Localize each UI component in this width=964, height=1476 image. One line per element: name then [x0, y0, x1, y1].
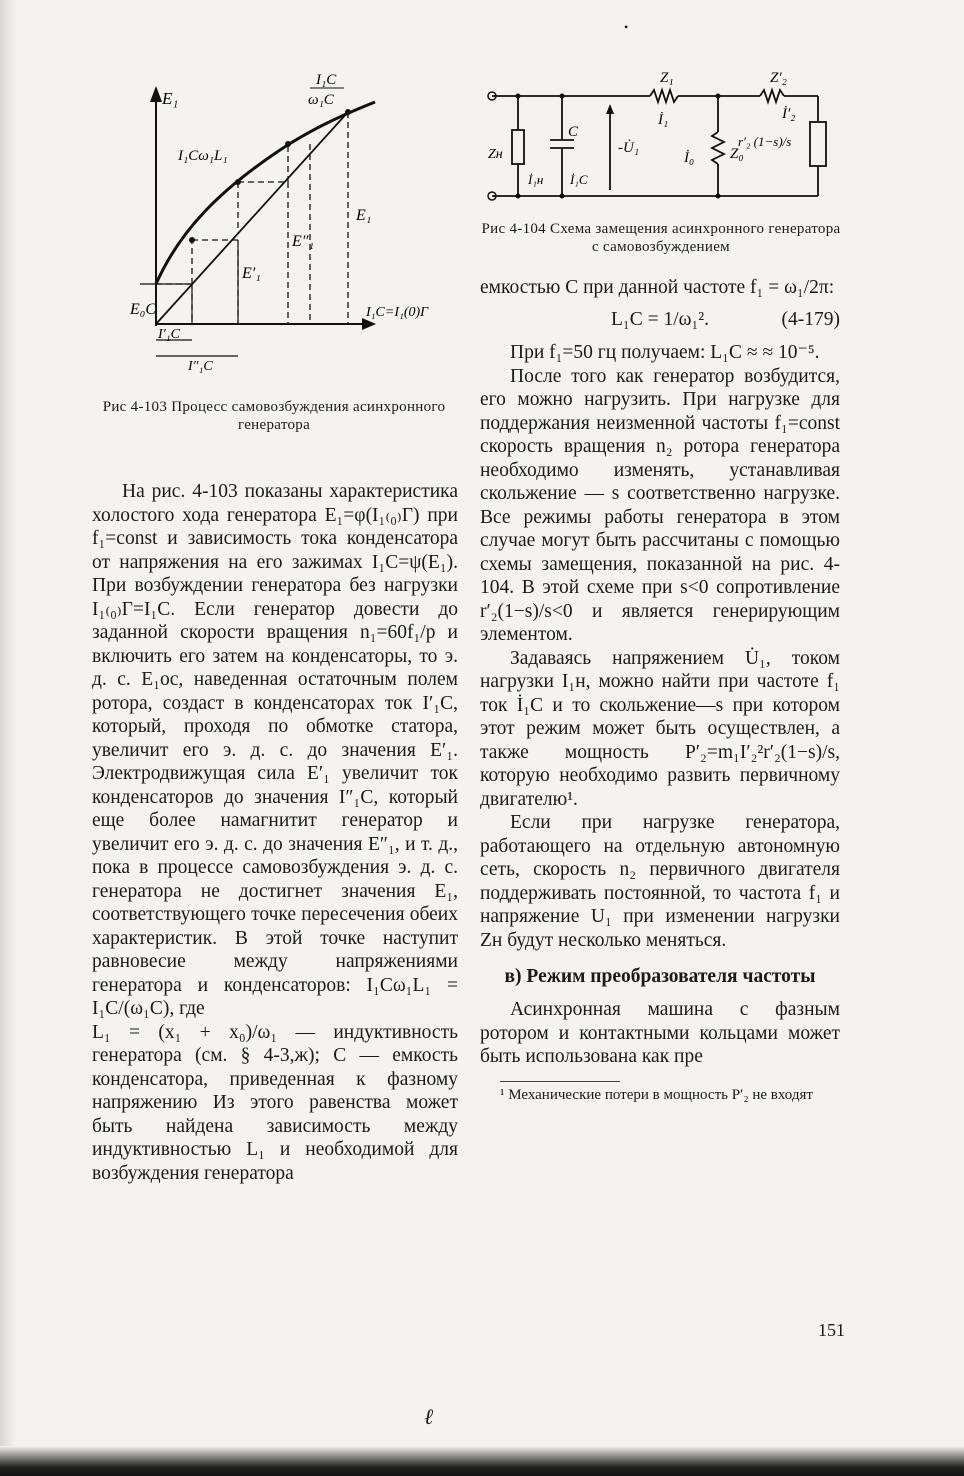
right-paragraph-6: Асинхронная машина с фазным ротором и контактными кольцами может быть использована как пре: [480, 999, 840, 1067]
page-edge-bottom: [0, 1446, 964, 1476]
fig103-label-i1c-dprime: I″₁C: [188, 359, 213, 374]
left-paragraph-1: На рис. 4-103 показаны характеристика холостого хода генератора E₁=φ(I₁₍₀₎Г) при f₁=const и зависимость тока конденсатора от напряжения на его зажимах I₁C=ψ(E₁). При возбуждении генератора без нагрузки I₁₍₀₎Г=I₁C. Если генератор довести до заданной скорости вращения n₁=60f₁/p и включить его затем на конденсаторы, то э. д. с. E₁oc, наведенная остаточным полем ротора, создаст в конденсаторах ток I′₁C, который, проходя по обмотке статора, увеличит его э. д. с. до значения E′₁. Электродвижущая сила E′₁ увеличит ток конденсаторов до значения I″₁C, который еще более намагнитит генератор и увеличит его э. д. с. до значения E″₁, и т. д., пока в процессе самовозбуждения э. д. с. генератора не достигнет значения E₁, соответствующего точке пересечения обеих характеристик. В этой точке наступит равновесие между напряжениями генератора и конденсаторов: I₁Cω₁L₁ = I₁C/(ω₁C), где: [92, 481, 458, 1019]
fig104-label-i1: İ₁: [658, 112, 669, 128]
fig104-label-i1n: İ₁н: [528, 172, 544, 187]
right-paragraph-4: Задаваясь напряжением U̇₁, током нагрузки I₁н, можно найти при частоте f₁ ток İ₁C и то скольжение—s при котором этот режим может быть осуществлен, а также мощность P′₂=m₁I′₂²r′₂(1−s)/s, которую необходимо развить первичному двигателю¹.: [480, 647, 840, 810]
fig103-label-e1-axis: E₁: [162, 89, 179, 108]
formula-body: L₁C = 1/ω₁².: [611, 308, 709, 330]
formula-number: (4-179): [781, 308, 840, 330]
fig104-label-zn: Zн: [488, 147, 503, 162]
page-edge-left: [0, 0, 16, 1476]
fig103-label-curve: I₁Cω₁L₁: [178, 148, 228, 164]
fig104-label-z0: Z₀: [730, 146, 744, 162]
speck: •: [624, 20, 629, 34]
y-axis-arrow: [150, 86, 162, 102]
right-paragraph-5: Если при нагрузке генератора, работающего на отдельную автономную сеть, скорость n₂ первичного двигателя поддерживать постоянной, то частота f₁ и напряжение U₁ при изменении нагрузки Zн будут несколько меняться.: [480, 812, 840, 951]
section-heading: в) Режим преобразователя частоты: [504, 966, 816, 987]
figure-4-104-caption: Рис 4-104 Схема замещения асинхронного генератора с самовозбуждением: [481, 221, 841, 255]
left-column: [92, 480, 458, 1185]
right-paragraph-3: После того как генератор возбудится, его можно нагрузить. При нагрузке для поддержания неизменной частоты f₁=const скорость вращения n₂ ротора генератора необходимо изменять, устанавливая скольжение — s соответственно нагрузке. Все режимы работы генератора в этом случае могут быть рассчитаны с помощью схемы замещения, показанной на рис. 4-104. В этой схеме при s<0 сопротивление r′₂(1−s)/s<0 и является генерирующим элементом.: [480, 365, 840, 645]
formula-4-179: [480, 308, 840, 332]
page-number: 151: [818, 1320, 845, 1340]
fig104-label-u1: -U̇₁: [618, 140, 640, 156]
footnote: ¹ Механические потери в мощность P′₂ не входят: [500, 1086, 813, 1103]
fig104-label-z1: Z₁: [660, 70, 674, 86]
footnote-rule: [500, 1081, 620, 1082]
figure-4-103-caption: Рис 4-103 Процесс самовозбуждения асинхронного генератора: [102, 399, 446, 433]
right-paragraph-1: емкостью C при данной частоте f₁ = ω₁/2π:: [480, 277, 835, 298]
magnetization-curve: [156, 102, 375, 284]
fig104-label-i1c: İ₁C: [570, 172, 588, 187]
fig104-label-z2: Z′₂: [770, 70, 787, 86]
fig103-label-i1c-prime: I′₁C: [158, 327, 180, 342]
fig103-label-eoc: E₀C: [130, 301, 157, 318]
right-paragraph-2: При f₁=50 гц получаем: L₁C ≈ ≈ 10⁻⁵.: [510, 342, 820, 363]
fig104-label-i0: İ₀: [684, 150, 695, 166]
fig103-label-axis-x: I₁C=I₁(0)Г: [366, 305, 429, 320]
fig103-label-e1-dprime: E″₁: [292, 233, 314, 250]
fig104-label-r2: r′₂ (1−s)/s: [738, 134, 792, 149]
right-column: [480, 276, 840, 1104]
fig103-label-e1: E₁: [356, 207, 372, 224]
fig103-label-top-den: ω₁C: [308, 92, 334, 108]
fig103-label-top-num: I₁C: [316, 72, 337, 88]
ink-mark: ℓ: [424, 1404, 434, 1429]
figure-4-103: [130, 70, 430, 375]
left-paragraph-2: L₁ = (x₁ + x₀)/ω₁ — индуктивность генератора (см. § 4-3,ж); C — емкость конденсатора, приведенная к фазному напряжению Из этого равенства может быть найдена зависимость между индуктивностью L₁ и необходимой для возбуждения генератора: [92, 1021, 458, 1184]
fig104-label-c: C: [568, 124, 579, 140]
fig104-label-i2: İ′₂: [782, 106, 796, 122]
capacitor-line: [156, 112, 348, 324]
figure-4-104: [478, 66, 848, 216]
fig103-label-e1-prime: E′₁: [242, 265, 261, 282]
